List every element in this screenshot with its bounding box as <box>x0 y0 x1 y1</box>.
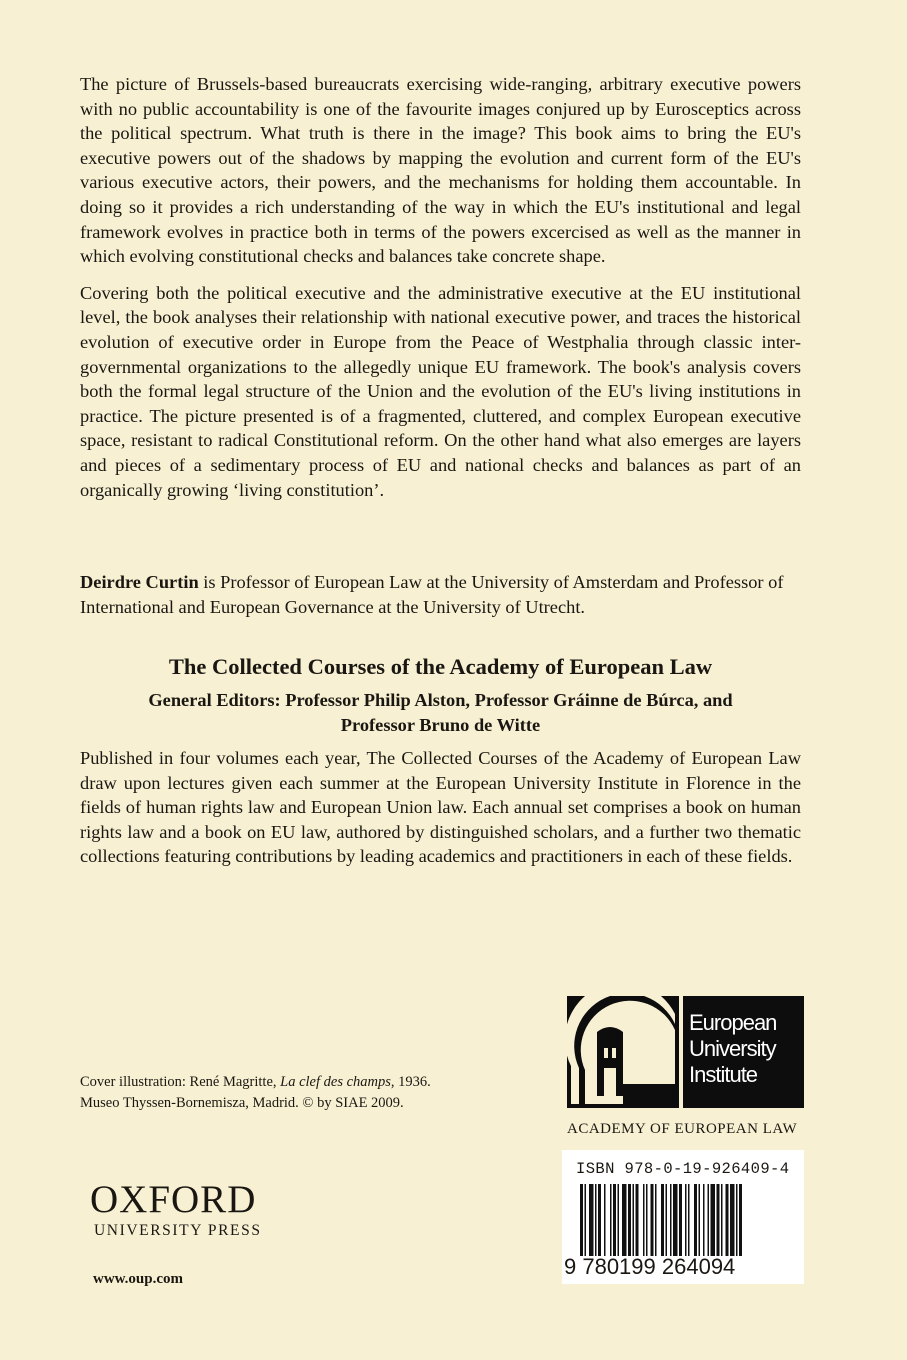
eui-logo <box>567 996 804 1108</box>
series-editors <box>80 688 801 738</box>
eui-name-line-2: University <box>689 1036 776 1061</box>
eui-name-line-3: Institute <box>689 1062 758 1087</box>
cover-artwork-title: La clef des champs <box>280 1074 391 1090</box>
publisher-url: www.oup.com <box>93 1271 184 1287</box>
oxford-logo <box>90 1180 290 1242</box>
blurb-paragraph-1: The picture of Brussels-based bureaucrats exercising wide-ranging, arbitrary executive powers with no public accountability is one of the favourite images conjured up by Eurosceptics across the political spectrum. What truth is there in the image? This book aims to bring the EU's executive powers out of the shadows by mapping the evolution and current form of the EU's various executive actors, their powers, and the mechanisms for holding them accountable. In doing so it provides a rich understanding of the way in which the EU's institutional and legal framework evolves in practice both in terms of the powers excercised as well as the manner in which evolving constitutional checks and balances take concrete shape. <box>80 74 801 267</box>
series-title: The Collected Courses of the Academy of European Law <box>168 654 713 679</box>
blurb-paragraph-2: Covering both the political executive and the administrative executive at the EU institutional level, the book analyses their relationship with national executive power, and traces the historical evolution of executive order in Europe from the Peace of Westphalia through classic inter-governmental organizations to the allegedly unique EU framework. The book's analysis covers both the formal legal structure of the Union and the evolution of the EU's living institutions in practice. The picture presented is of a fragmented, cluttered, and complex European executive space, resistant to radical Constitutional reform. On the other hand what also emerges are layers and pieces of a sedimentary process of EU and national checks and balances as part of an organically growing ‘living constitution’. <box>80 282 801 500</box>
series-description: Published in four volumes each year, The Collected Courses of the Academy of European Law draw upon lectures given each summer at the European University Institute in Florence in the fields of human rights law and European Union law. Each annual set comprises a book on human rights law and a book on EU law, authored by distinguished scholars, and a further two thematic collections featuring contributions by leading academics and practitioners in each of these fields. <box>80 748 801 867</box>
cover-credit-line-2: Museo Thyssen-Bornemisza, Madrid. © by SIAE 2009. <box>80 1095 404 1111</box>
barcode <box>562 1150 804 1284</box>
eui-name-line-1: European <box>689 1010 777 1035</box>
book-blurb <box>80 72 801 514</box>
cover-credit <box>80 1072 500 1114</box>
cover-credit-prefix: Cover illustration: René Magritte, <box>80 1074 281 1090</box>
eui-name <box>683 996 804 1108</box>
oxford-subtitle: UNIVERSITY PRESS <box>94 1222 262 1239</box>
academy-label: ACADEMY OF EUROPEAN LAW <box>567 1121 798 1137</box>
eui-arch-icon <box>567 996 679 1108</box>
cover-credit-suffix: , 1936. <box>390 1074 431 1090</box>
barcode-digits: 9 780199 264094 <box>564 1254 736 1279</box>
isbn-text: ISBN 978-0-19-926409-4 <box>576 1160 790 1178</box>
author-bio-text: is Professor of European Law at the University of Amsterdam and Professor of International and European Governance at the University of Utrecht. <box>80 572 784 617</box>
author-name: Deirdre Curtin <box>80 572 199 592</box>
editors-line-2: Professor Bruno de Witte <box>340 715 541 735</box>
oxford-wordmark: OXFORD <box>90 1178 257 1221</box>
barcode-bars-icon <box>580 1184 790 1260</box>
author-bio <box>80 570 801 619</box>
editors-line-1: General Editors: Professor Philip Alston, Professor Gráinne de Búrca, and <box>148 690 733 710</box>
